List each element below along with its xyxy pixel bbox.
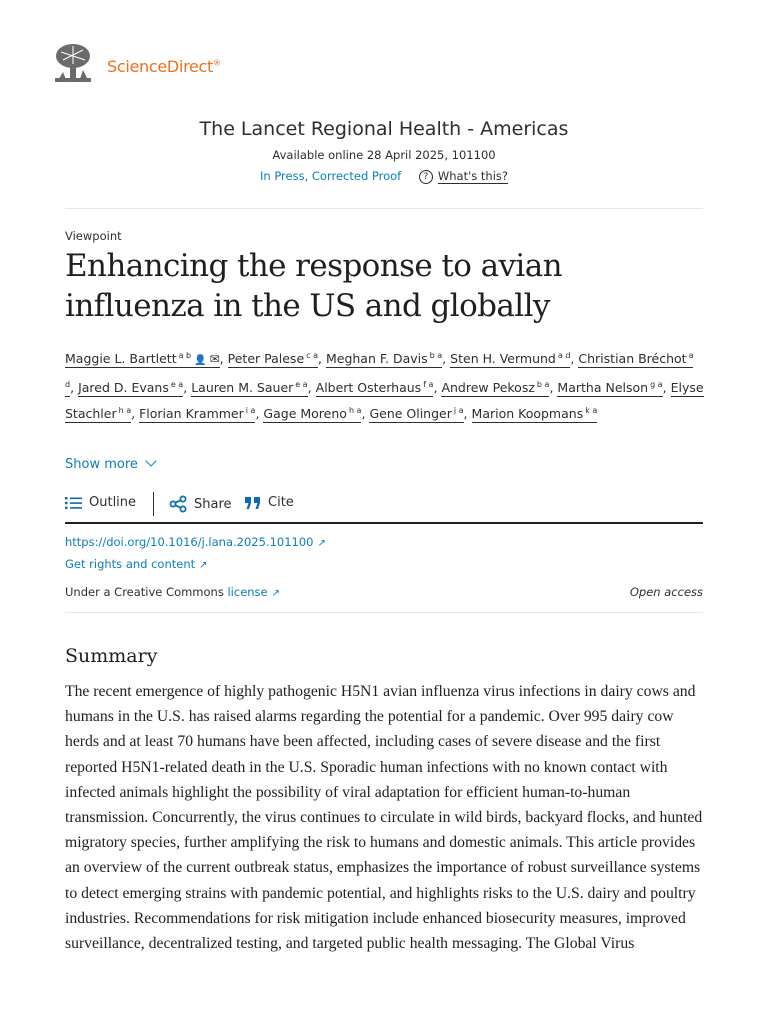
author-separator: , [570,351,575,366]
author-separator: , [442,351,447,366]
author-name: Andrew Pekosz [441,379,535,395]
author-affiliation: h a [348,406,362,415]
availability-info: Available online 28 April 2025, 101100 [272,148,496,162]
license-prefix: Under a Creative Commons [65,585,224,599]
author-link[interactable] [228,351,318,368]
author-separator: , [255,406,260,421]
author-affiliation: b a [429,351,443,360]
author-affiliation: h a [118,406,132,415]
author-separator: , [317,351,322,366]
help-circle-icon[interactable]: ? [419,170,433,184]
author-separator: , [70,379,75,395]
cite-button[interactable] [245,495,294,510]
rights-link[interactable] [65,557,208,571]
license-info [65,585,280,599]
outline-button[interactable] [65,495,136,510]
author-link[interactable] [78,380,183,397]
share-label: Share [194,496,232,512]
author-affiliation: k a [585,406,598,415]
author-link[interactable] [316,380,434,397]
author-separator: , [131,406,136,421]
author-separator: , [662,379,667,395]
open-access-label: Open access [629,585,703,599]
divider [65,208,703,209]
author-link[interactable] [450,351,570,368]
share-button[interactable] [169,495,232,513]
author-name: Marion Koopmans [471,406,584,421]
toolbar-divider [65,522,703,524]
author-affiliation: b a [536,379,550,389]
logo-text: ScienceDirect [107,57,214,76]
author-name: Elyse Stachler [65,379,704,421]
author-link[interactable] [263,406,361,423]
external-link-icon: ↗ [271,588,281,599]
elsevier-tree-logo-icon[interactable] [51,42,95,86]
author-link[interactable] [557,380,662,397]
author-affiliation: a d [65,351,694,389]
journal-title[interactable]: The Lancet Regional Health - Americas [199,118,569,140]
article-toolbar [65,492,703,522]
author-link[interactable] [369,406,463,423]
whats-this-link[interactable]: What's this? [437,169,509,183]
author-separator: , [361,406,366,421]
author-name: Gene Olinger [369,406,452,421]
author-name: Lauren M. Sauer [191,379,294,395]
license-link[interactable] [227,585,280,599]
author-name: Christian Bréchot [578,351,687,366]
author-name: Martha Nelson [557,379,649,395]
outline-list-icon [65,496,82,510]
author-affiliation: g a [650,379,663,389]
doi-link[interactable] [65,535,326,549]
author-link[interactable] [441,380,549,397]
email-icon: ✉ [209,352,220,366]
author-affiliation: c a [306,351,318,360]
chevron-down-icon [145,455,156,466]
author-separator: , [463,406,468,421]
cite-label: Cite [268,495,294,510]
author-separator: , [219,351,224,366]
summary-text: The recent emergence of highly pathogenic H5N1 avian influenza virus infections in dairy cows and humans in the U.S. has raised alarms regarding the potential for a pandemic. Over 995 dairy cow herds and at least 70 humans have been affected, including cases of severe disease and the first reported H5N1-related death in the U.S. Sporadic human infections with no known contact with infected animals highlight the possibility of viral adaptation for efficient human-to-human transmission. Concurrently, the virus continues to circulate in wild birds, backyard flocks, and hunted migratory species, further amplifying the risk to humans and domestic animals. This article provides an overview of the current outbreak status, emphasizes the importance of robust surveillance systems to detect emerging strains with pandemic potential, and highlights risks to the U.S. dairy and poultry industries. Recommendations for risk mitigation include enhanced biosecurity measures, improved surveillance, decentralized testing, and targeted public health messaging. The Global Virus [65,683,703,953]
author-name: Sten H. Vermund [450,351,556,366]
author-name: Jared D. Evans [78,379,169,395]
author-name: Meghan F. Davis [325,351,428,366]
toolbar-separator [153,492,154,516]
registered-mark: ® [213,58,221,68]
author-affiliation: a b [178,351,192,360]
show-more-label: Show more [65,457,138,472]
author-separator: , [183,379,188,395]
article-type: Viewpoint [65,229,122,243]
author-link[interactable] [139,406,255,423]
author-name: Albert Osterhaus [315,379,422,395]
author-affiliation: a d [557,351,571,360]
doi-text: https://doi.org/10.1016/j.lana.2025.101100 [65,535,314,549]
author-link[interactable] [326,351,442,368]
author-affiliation: j a [453,406,464,415]
share-icon [169,495,187,513]
external-link-icon: ↗ [317,538,326,549]
author-name: Gage Moreno [263,406,347,421]
external-link-icon: ↗ [199,560,208,571]
author-link[interactable] [65,351,220,368]
publication-status-row [0,169,768,184]
author-link[interactable] [472,406,598,423]
rights-text: Get rights and content [65,557,196,571]
author-separator: , [433,379,438,395]
license-link-text: license [227,585,268,599]
author-link[interactable] [191,380,307,397]
author-affiliation: e a [295,379,308,389]
author-affiliation: i a [245,406,256,415]
show-more-button[interactable] [65,457,155,472]
author-list [65,344,705,426]
article-title: Enhancing the response to avian influenza in the US and globally [65,248,562,324]
divider [65,612,703,613]
author-affiliation: e a [170,379,184,389]
author-name: Peter Palese [227,351,305,366]
outline-label: Outline [89,495,137,510]
person-icon: 👤 [194,355,207,366]
author-separator: , [549,379,554,395]
author-separator: , [307,379,312,395]
sciencedirect-logo[interactable] [107,57,221,76]
quote-icon [245,496,261,510]
author-affiliation: f a [423,379,434,389]
author-name: Maggie L. Bartlett [65,351,177,366]
summary-heading: Summary [65,645,158,667]
author-name: Florian Krammer [139,406,244,421]
in-press-status-link[interactable]: In Press, Corrected Proof [259,169,402,183]
